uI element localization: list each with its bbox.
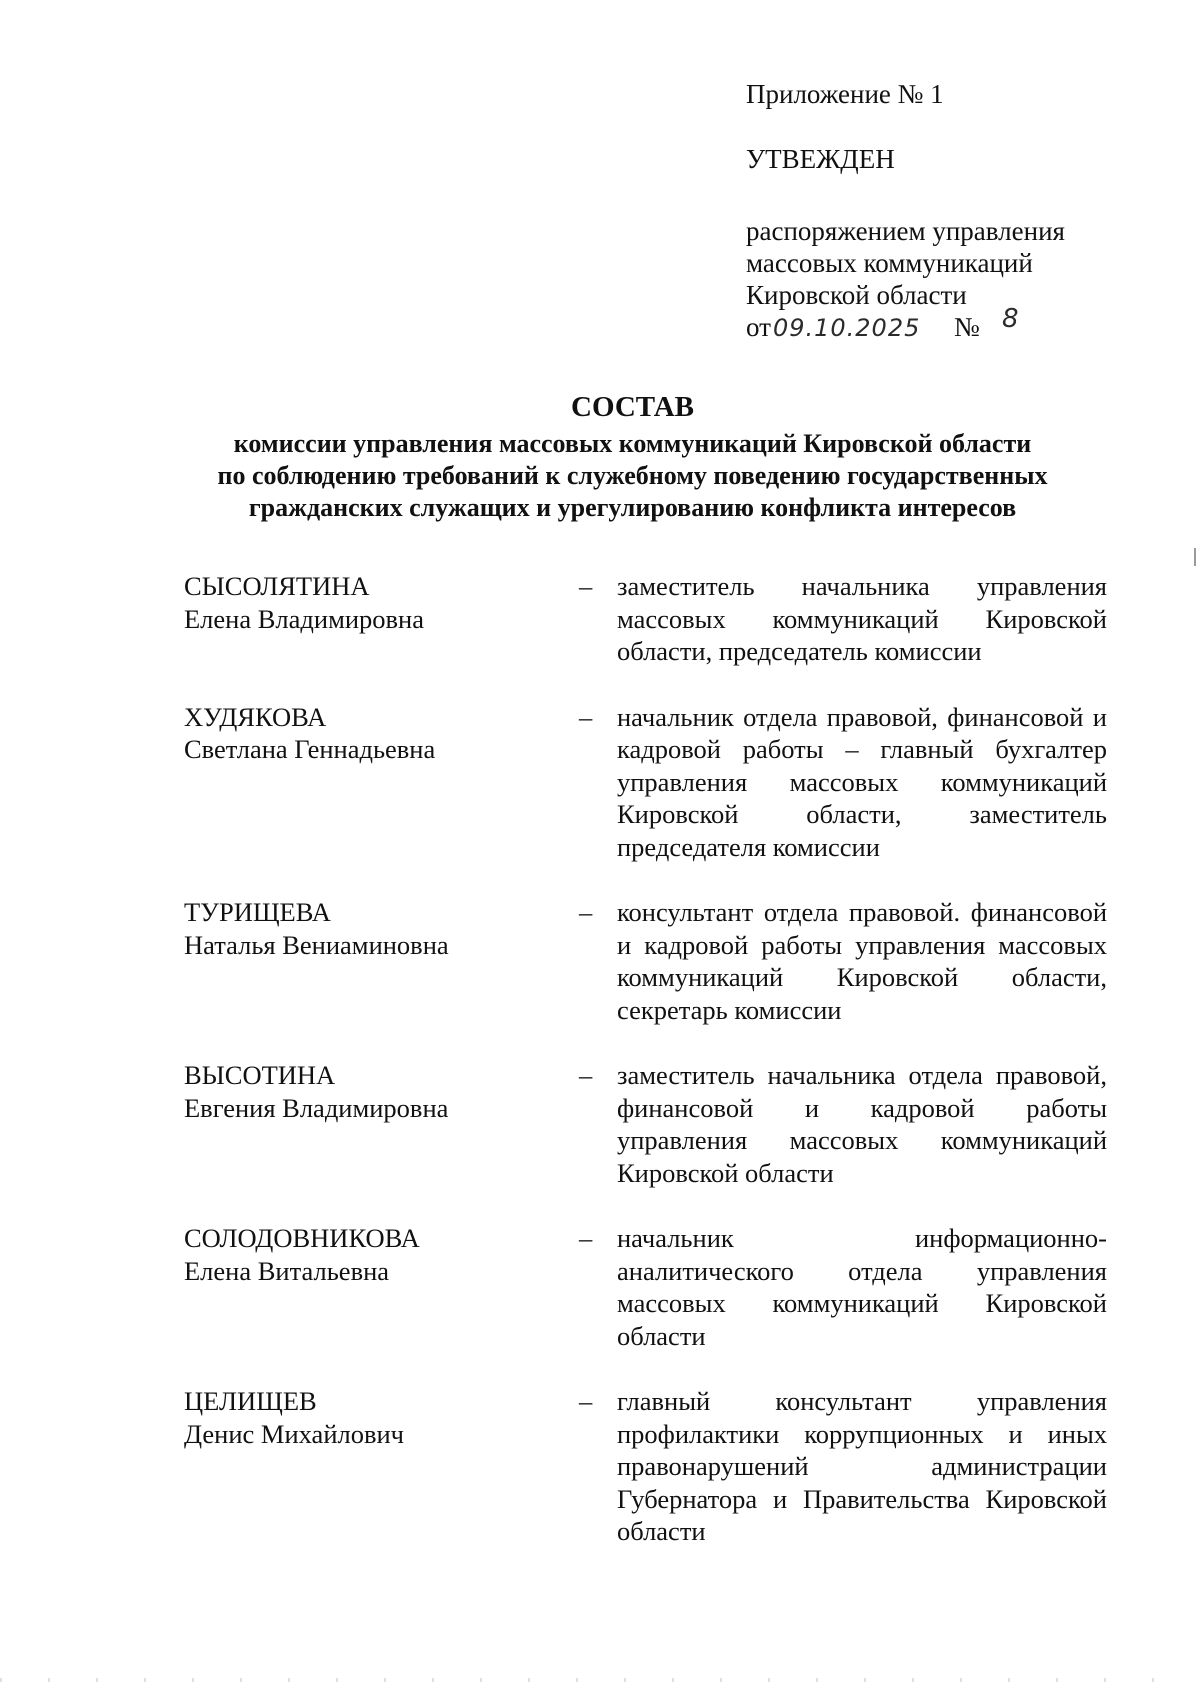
member-entry xyxy=(184,701,1109,864)
handwritten-number: 8 xyxy=(1002,304,1020,334)
title-line-3: гражданских служащих и урегулированию конфликта интересов xyxy=(248,493,1017,522)
member-entry xyxy=(184,1059,1109,1189)
members-list xyxy=(184,570,1109,1581)
member-given-name: Евгения Владимировна xyxy=(184,1092,449,1123)
member-surname: ВЫСОТИНА xyxy=(184,1060,336,1090)
scan-bottom-artifacts xyxy=(0,1678,1200,1682)
dash-separator: – xyxy=(579,1386,593,1416)
member-entry xyxy=(184,1222,1109,1352)
member-role: начальник отдела правовой, финансовой и кадровой работы – главный бухгалтер управления массовых коммуникаций Кировской области, заместитель председателя комиссии xyxy=(617,701,1107,862)
title-line-1: комиссии управления массовых коммуникаций Кировской области xyxy=(233,429,1032,458)
member-name xyxy=(184,570,579,668)
member-given-name: Елена Витальевна xyxy=(184,1255,390,1286)
appendix-label: Приложение № 1 xyxy=(746,79,944,109)
approval-block xyxy=(746,78,1146,345)
member-surname: ТУРИЩЕВА xyxy=(184,897,331,927)
title-main: СОСТАВ xyxy=(571,391,694,423)
dash-separator: – xyxy=(579,571,593,601)
member-given-name: Светлана Геннадьевна xyxy=(184,734,436,764)
member-entry xyxy=(184,1385,1109,1548)
document-title xyxy=(100,390,1165,524)
dash-separator: – xyxy=(579,1060,593,1090)
approval-authority-line-1: распоряжением управления xyxy=(746,216,1065,246)
approval-authority-line-2: массовых коммуникаций xyxy=(746,248,1033,278)
member-name xyxy=(184,896,579,1026)
member-entry xyxy=(184,570,1109,668)
member-surname: СЫСОЛЯТИНА xyxy=(184,571,370,601)
number-label: № xyxy=(954,312,980,342)
member-given-name: Елена Владимировна xyxy=(184,603,424,634)
dash-separator: – xyxy=(579,701,593,732)
approval-date-line xyxy=(746,304,1146,345)
member-entry xyxy=(184,896,1109,1026)
member-name xyxy=(184,1222,579,1352)
member-given-name: Наталья Вениаминовна xyxy=(184,929,449,960)
member-name xyxy=(184,1385,579,1548)
member-role: главный консультант управления профилактики коррупционных и иных правонарушений администрации Губернатора и Правительства Кировской области xyxy=(617,1386,1107,1546)
member-surname: ЦЕЛИЩЕВ xyxy=(184,1386,317,1416)
member-role: заместитель начальника управления массовых коммуникаций Кировской области, председатель комиссии xyxy=(617,571,1107,666)
member-surname: ХУДЯКОВА xyxy=(184,701,327,732)
approved-label: УТВЕЖДЕН xyxy=(746,144,895,174)
date-prefix: от xyxy=(746,312,771,342)
member-role: консультант отдела правовой. финансовой и кадровой работы управления массовых коммуникаций Кировской области, секретарь комиссии xyxy=(617,897,1107,1025)
member-name xyxy=(184,1059,579,1189)
member-surname: СОЛОДОВНИКОВА xyxy=(184,1223,420,1253)
member-name xyxy=(184,701,579,864)
member-role: начальник информационно-аналитического отдела управления массовых коммуникаций Кировской области xyxy=(617,1223,1107,1351)
dash-separator: – xyxy=(579,1223,593,1253)
dash-separator: – xyxy=(579,897,593,927)
title-line-2: по соблюдению требований к служебному поведению государственных xyxy=(217,461,1048,490)
handwritten-date: 09.10.2025 xyxy=(772,314,921,342)
member-given-name: Денис Михайлович xyxy=(184,1418,404,1449)
scan-edge-mark xyxy=(1194,548,1196,566)
approval-authority-line-3: Кировской области xyxy=(746,280,967,310)
member-role: заместитель начальника отдела правовой, финансовой и кадровой работы управления массовых коммуникаций Кировской области xyxy=(617,1060,1107,1188)
